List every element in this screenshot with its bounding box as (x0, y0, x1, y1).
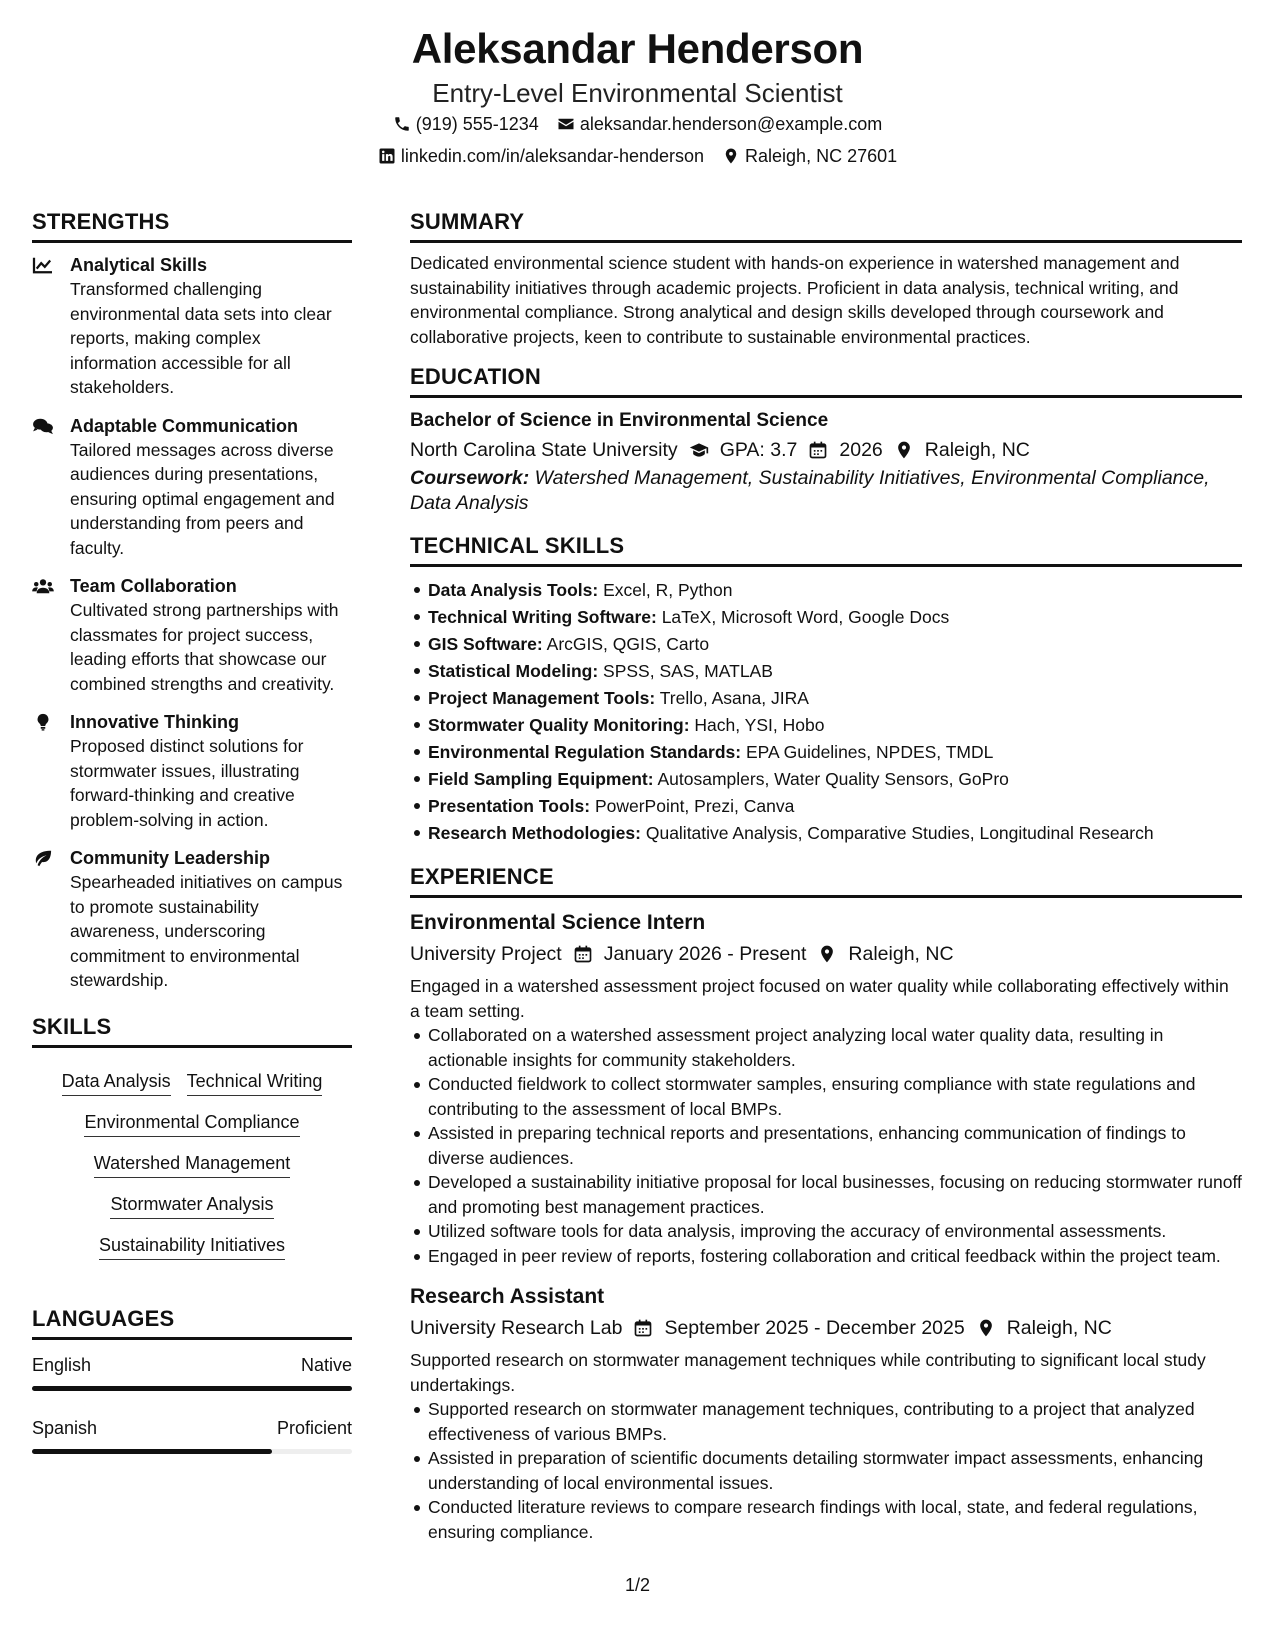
gpa-text: GPA: 3.7 (719, 439, 798, 461)
list-item (410, 577, 1242, 604)
school-name: North Carolina State University (410, 439, 678, 461)
users-icon (32, 574, 56, 696)
degree-name: Bachelor of Science in Environmental Science (410, 410, 829, 431)
education-meta (410, 434, 1242, 466)
list-item: Conducted fieldwork to collect stormwater samples, ensuring compliance with state regulations and contributing to the assessment of local BMPs. (410, 1072, 1242, 1121)
education-location: Raleigh, NC (924, 439, 1030, 461)
list-item (410, 658, 1242, 685)
strength-description: Transformed challenging environmental data sets into clear reports, making complex information accessible for all stakeholders. (70, 279, 332, 397)
job-title: Research Assistant (410, 1285, 605, 1308)
job-title: Environmental Science Intern (410, 911, 706, 934)
summary-heading: SUMMARY (410, 208, 1242, 243)
skills-heading: SKILLS (32, 1013, 352, 1048)
coursework-list: Watershed Management, Sustainability Initiatives, Environmental Compliance, Data Analysis (410, 467, 1210, 514)
tech-skill-label: GIS Software: (428, 634, 543, 654)
language-proficiency-fill (32, 1449, 272, 1454)
tech-skill-label: Statistical Modeling: (428, 661, 599, 681)
list-item (410, 793, 1242, 820)
language-level: Proficient (276, 1417, 352, 1438)
tech-skill-label: Project Management Tools: (428, 688, 656, 708)
strength-name: Team Collaboration (70, 576, 237, 596)
contact-row-1 (0, 108, 1275, 140)
map-marker-icon (975, 1317, 997, 1339)
tech-skill-value: SPSS, SAS, MATLAB (603, 661, 773, 681)
job-intro: Engaged in a watershed assessment project focused on water quality while collaborating effectively within a team setting. (410, 976, 1229, 1021)
map-marker-icon (722, 147, 740, 165)
list-item (410, 820, 1242, 847)
location-contact (722, 140, 897, 172)
strength-description: Cultivated strong partnerships with classmates for project success, leading efforts that showcase our combined strengths and creativity. (70, 600, 339, 694)
job-org: University Research Lab (410, 1317, 623, 1339)
tech-skill-value: Qualitative Analysis, Comparative Studies, Longitudinal Research (645, 823, 1154, 843)
strength-name: Community Leadership (70, 848, 271, 868)
job-org: University Project (410, 943, 562, 965)
strength-item (32, 710, 352, 832)
list-item: Utilized software tools for data analysis, improving the accuracy of environmental assessments. (410, 1219, 1242, 1244)
graduation-year: 2026 (839, 439, 883, 461)
strength-description: Proposed distinct solutions for stormwater issues, illustrating forward-thinking and creative problem-solving in action. (70, 736, 304, 830)
strength-item (32, 846, 352, 993)
job-bullets (410, 1023, 1242, 1268)
candidate-name: Aleksandar Henderson (411, 25, 864, 72)
list-item (410, 685, 1242, 712)
strength-description: Tailored messages across diverse audiences during presentations, ensuring optimal engagement and understanding from peers and faculty. (70, 439, 335, 558)
phone-icon (393, 115, 411, 133)
tech-skill-label: Stormwater Quality Monitoring: (428, 715, 690, 735)
list-item: Assisted in preparing technical reports and presentations, enhancing communication of findings to diverse audiences. (410, 1121, 1242, 1170)
job-meta (410, 1312, 1242, 1344)
job-location: Raleigh, NC (1006, 1317, 1112, 1339)
tech-skill-value: LaTeX, Microsoft Word, Google Docs (661, 607, 950, 627)
job-dates: January 2026 - Present (603, 943, 807, 965)
list-item (410, 631, 1242, 658)
chart-line-icon (32, 253, 56, 400)
linkedin-text: linkedin.com/in/aleksandar-henderson (400, 146, 705, 166)
list-item: Collaborated on a watershed assessment project analyzing local water quality data, resulting in actionable insights for community stakeholders. (410, 1023, 1242, 1072)
tech-skill-value: Excel, R, Python (603, 580, 733, 600)
language-item (32, 1352, 352, 1391)
job-intro: Supported research on stormwater management techniques while contributing to significant local study undertakings. (410, 1350, 1206, 1395)
candidate-title: Entry-Level Environmental Scientist (432, 78, 843, 108)
email-text: aleksandar.henderson@example.com (579, 114, 883, 134)
map-marker-icon (893, 439, 915, 461)
experience-heading: EXPERIENCE (410, 863, 1242, 898)
left-column (32, 208, 352, 1478)
skill-tag: Environmental Compliance (84, 1109, 299, 1137)
graduation-cap-icon (688, 439, 710, 461)
tech-skill-label: Research Methodologies: (428, 823, 641, 843)
list-item: Developed a sustainability initiative proposal for local businesses, focusing on reducing stormwater runoff and promoting best management practices. (410, 1170, 1242, 1219)
calendar-icon (632, 1317, 654, 1339)
calendar-icon (572, 943, 594, 965)
tech-skill-value: EPA Guidelines, NPDES, TMDL (745, 742, 994, 762)
tech-skill-label: Field Sampling Equipment: (428, 769, 654, 789)
language-name: Spanish (32, 1417, 98, 1438)
strengths-heading: STRENGTHS (32, 208, 352, 243)
job-bullets (410, 1397, 1242, 1544)
job-meta (410, 938, 1242, 970)
experience-entry (410, 1282, 1242, 1544)
tech-skill-label: Technical Writing Software: (428, 607, 657, 627)
list-item: Conducted literature reviews to compare research findings with local, state, and federal regulations, ensuring compliance. (410, 1495, 1242, 1544)
strength-name: Analytical Skills (70, 255, 208, 275)
list-item: Assisted in preparation of scientific documents detailing stormwater impact assessments, enhancing understanding of local environmental issues. (410, 1446, 1242, 1495)
envelope-icon (557, 115, 575, 133)
job-dates: September 2025 - December 2025 (664, 1317, 965, 1339)
strength-name: Innovative Thinking (70, 712, 240, 732)
list-item: Engaged in peer review of reports, fostering collaboration and critical feedback within the project team. (410, 1244, 1242, 1269)
page-number: 1/2 (624, 1575, 651, 1595)
tech-skill-value: Trello, Asana, JIRA (659, 688, 809, 708)
technical-skills-list (410, 577, 1242, 847)
skills-list (32, 1058, 352, 1267)
education-heading: EDUCATION (410, 363, 1242, 398)
skill-tag: Stormwater Analysis (110, 1191, 273, 1219)
skill-tag: Sustainability Initiatives (99, 1232, 285, 1260)
map-marker-icon (816, 943, 838, 965)
email-contact[interactable] (557, 108, 882, 140)
resume-header (0, 22, 1275, 172)
language-level: Native (300, 1354, 352, 1375)
skill-tag: Watershed Management (94, 1150, 290, 1178)
phone-contact[interactable] (393, 108, 539, 140)
skill-tag: Technical Writing (187, 1068, 323, 1096)
linkedin-contact[interactable] (378, 140, 704, 172)
tech-skill-value: Hach, YSI, Hobo (694, 715, 825, 735)
tech-skill-label: Presentation Tools: (428, 796, 591, 816)
tech-skill-label: Data Analysis Tools: (428, 580, 599, 600)
strength-name: Adaptable Communication (70, 415, 299, 436)
skill-tag: Data Analysis (62, 1068, 171, 1096)
language-proficiency-fill (32, 1386, 352, 1391)
experience-entry (410, 908, 1242, 1268)
leaf-icon (32, 846, 56, 993)
linkedin-icon (378, 147, 396, 165)
list-item (410, 604, 1242, 631)
summary-text: Dedicated environmental science student with hands-on experience in watershed management and sustainability initiatives through academic projects. Proficient in data analysis, technical writing, and environmental compliance. Strong analytical and design skills developed through coursework and collaborative projects, keen to contribute to sustainable environmental practices. (410, 253, 1180, 347)
strength-item (32, 253, 352, 400)
list-item (410, 739, 1242, 766)
lightbulb-icon (32, 710, 56, 832)
languages-heading: LANGUAGES (32, 1305, 352, 1340)
language-proficiency-bar (32, 1386, 352, 1391)
coursework (410, 466, 1242, 516)
contact-row-2 (0, 140, 1275, 172)
location-text: Raleigh, NC 27601 (745, 146, 898, 166)
language-item (32, 1415, 352, 1454)
tech-skill-value: Autosamplers, Water Quality Sensors, GoPro (657, 769, 1009, 789)
calendar-icon (807, 439, 829, 461)
job-location: Raleigh, NC (848, 943, 954, 965)
right-column (410, 208, 1242, 1558)
tech-skill-label: Environmental Regulation Standards: (428, 742, 742, 762)
strength-item (32, 574, 352, 696)
phone-text: (919) 555-1234 (415, 114, 539, 134)
comments-icon (32, 414, 56, 561)
coursework-label: Coursework: (410, 467, 530, 489)
language-name: English (32, 1354, 92, 1375)
strength-description: Spearheaded initiatives on campus to promote sustainability awareness, underscoring commitment to environmental stewardship. (70, 872, 343, 990)
list-item (410, 712, 1242, 739)
list-item: Supported research on stormwater management techniques, contributing to a project that analyzed effectiveness of various BMPs. (410, 1397, 1242, 1446)
language-proficiency-bar (32, 1449, 352, 1454)
list-item (410, 766, 1242, 793)
strength-item (32, 414, 352, 561)
tech-skill-value: PowerPoint, Prezi, Canva (594, 796, 795, 816)
tech-skill-value: ArcGIS, QGIS, Carto (546, 634, 710, 654)
technical-skills-heading: TECHNICAL SKILLS (410, 532, 1242, 567)
